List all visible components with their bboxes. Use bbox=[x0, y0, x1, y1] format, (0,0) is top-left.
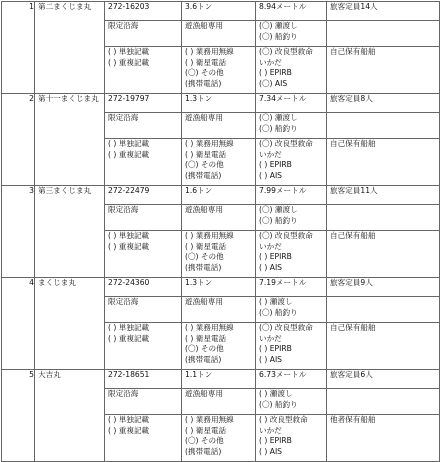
passenger-capacity: 旅客定員14人 bbox=[327, 2, 440, 21]
safety-item: ( ) EPIRB bbox=[259, 68, 292, 78]
communication-item: ( ) 衛星電話 bbox=[185, 241, 227, 251]
safety-item: いかだ bbox=[259, 425, 282, 435]
vessel-use: 遊漁船専用 bbox=[182, 113, 256, 139]
communication-equipment bbox=[182, 139, 256, 186]
registration-number: 272-22479 bbox=[105, 186, 182, 205]
vessel-length: 7.19メートル bbox=[256, 278, 327, 297]
vessel-use: 遊漁船専用 bbox=[182, 389, 256, 415]
vessel-number: 5 bbox=[2, 370, 35, 462]
communication-item: (〇) その他 bbox=[185, 68, 224, 78]
fishing-type-item: (〇) 船釣り bbox=[259, 307, 298, 317]
gross-tonnage: 1.3トン bbox=[182, 278, 256, 297]
registration-number: 272-19797 bbox=[105, 94, 182, 113]
communication-item: (〇) その他 bbox=[185, 436, 224, 446]
safety-equipment bbox=[256, 231, 327, 278]
fishing-type-item: (〇) 瀬渡し bbox=[259, 113, 298, 122]
passenger-capacity: 旅客定員11人 bbox=[327, 186, 440, 205]
fishing-type-item: (〇) 船釣り bbox=[259, 123, 298, 133]
vessel-ownership: 自己保有船舶 bbox=[327, 231, 440, 278]
vessel-ownership: 自己保有船舶 bbox=[327, 47, 440, 94]
navigation-area: 限定沿海 bbox=[105, 297, 182, 323]
vessel-row-main bbox=[2, 278, 440, 297]
safety-item: いかだ bbox=[259, 333, 282, 343]
communication-equipment bbox=[182, 231, 256, 278]
fishing-type-item: (〇) 瀬渡し bbox=[259, 205, 298, 214]
vessel-ownership: 自己保有船舶 bbox=[327, 323, 440, 370]
navigation-area: 限定沿海 bbox=[105, 113, 182, 139]
safety-item: ( ) EPIRB bbox=[259, 344, 292, 354]
blank-cell bbox=[327, 113, 440, 139]
communication-item: ( ) 衛星電話 bbox=[185, 333, 227, 343]
safety-item: ( ) 改良型救命 bbox=[259, 415, 308, 424]
communication-item: (携帯電話) bbox=[185, 354, 222, 364]
safety-item: ( ) AIS bbox=[259, 446, 283, 456]
vessel-length: 6.73メートル bbox=[256, 370, 327, 389]
vessel-row-main bbox=[2, 2, 440, 21]
fishing-type-item: (〇) 瀬渡し bbox=[259, 21, 298, 30]
vessel-table bbox=[1, 1, 440, 462]
communication-item: (〇) その他 bbox=[185, 344, 224, 354]
record-type bbox=[105, 323, 182, 370]
blank-cell bbox=[327, 389, 440, 415]
safety-item: いかだ bbox=[259, 149, 282, 159]
vessel-number: 1 bbox=[2, 2, 35, 94]
vessel-number: 3 bbox=[2, 186, 35, 278]
safety-item: ( ) EPIRB bbox=[259, 252, 292, 262]
safety-equipment bbox=[256, 139, 327, 186]
vessel-number: 4 bbox=[2, 278, 35, 370]
communication-equipment bbox=[182, 47, 256, 94]
record-type-item: ( ) 重複記載 bbox=[108, 241, 150, 251]
safety-item: いかだ bbox=[259, 57, 282, 67]
vessel-use: 遊漁船専用 bbox=[182, 297, 256, 323]
vessel-length: 7.99メートル bbox=[256, 186, 327, 205]
safety-item: ( ) EPIRB bbox=[259, 160, 292, 170]
safety-equipment bbox=[256, 415, 327, 462]
communication-item: ( ) 業務用無線 bbox=[185, 231, 234, 240]
record-type bbox=[105, 415, 182, 462]
safety-item: いかだ bbox=[259, 241, 282, 251]
vessel-ownership: 自己保有船舶 bbox=[327, 139, 440, 186]
communication-equipment bbox=[182, 323, 256, 370]
vessel-number: 2 bbox=[2, 94, 35, 186]
record-type-item: ( ) 重複記載 bbox=[108, 57, 150, 67]
fishing-type-item: (〇) 船釣り bbox=[259, 215, 298, 225]
safety-item: ( ) AIS bbox=[259, 354, 283, 364]
vessel-ownership: 他者保有船舶 bbox=[327, 415, 440, 462]
fishing-type-item: ( ) 瀬渡し bbox=[259, 389, 293, 398]
safety-item: (〇) 改良型救命 bbox=[259, 323, 313, 332]
vessel-row-main bbox=[2, 186, 440, 205]
passenger-capacity: 旅客定員8人 bbox=[327, 94, 440, 113]
record-type-item: ( ) 重複記載 bbox=[108, 425, 150, 435]
record-type bbox=[105, 47, 182, 94]
registration-number: 272-18651 bbox=[105, 370, 182, 389]
safety-item: (〇) AIS bbox=[259, 78, 288, 88]
record-type bbox=[105, 231, 182, 278]
safety-item: (〇) 改良型救命 bbox=[259, 139, 313, 148]
passenger-capacity: 旅客定員9人 bbox=[327, 278, 440, 297]
fishing-type-item: ( ) 瀬渡し bbox=[259, 297, 293, 306]
gross-tonnage: 3.6トン bbox=[182, 2, 256, 21]
safety-item: (〇) 改良型救命 bbox=[259, 231, 313, 240]
safety-equipment bbox=[256, 323, 327, 370]
navigation-area: 限定沿海 bbox=[105, 205, 182, 231]
blank-cell bbox=[327, 21, 440, 47]
vessel-length: 8.94メートル bbox=[256, 2, 327, 21]
record-type-item: ( ) 重複記載 bbox=[108, 333, 150, 343]
vessel-row-main bbox=[2, 370, 440, 389]
vessel-use: 遊漁船専用 bbox=[182, 205, 256, 231]
communication-item: ( ) 業務用無線 bbox=[185, 47, 234, 56]
communication-item: (携帯電話) bbox=[185, 446, 222, 456]
record-type-item: ( ) 重複記載 bbox=[108, 149, 150, 159]
vessel-name: まくじま丸 bbox=[35, 278, 105, 370]
vessel-register bbox=[0, 1, 440, 462]
communication-item: ( ) 業務用無線 bbox=[185, 323, 234, 332]
record-type-item: ( ) 単独記載 bbox=[108, 415, 150, 424]
registration-number: 272-16203 bbox=[105, 2, 182, 21]
record-type-item: ( ) 単独記載 bbox=[108, 47, 150, 56]
communication-item: (携帯電話) bbox=[185, 262, 222, 272]
fishing-type-item: (〇) 船釣り bbox=[259, 31, 298, 41]
fishing-type bbox=[256, 389, 327, 415]
fishing-type-item: (〇) 船釣り bbox=[259, 399, 298, 409]
vessel-row-main bbox=[2, 94, 440, 113]
vessel-use: 遊漁船専用 bbox=[182, 21, 256, 47]
gross-tonnage: 1.3トン bbox=[182, 94, 256, 113]
fishing-type bbox=[256, 113, 327, 139]
vessel-name: 第十一まくじま丸 bbox=[35, 94, 105, 186]
communication-item: (〇) その他 bbox=[185, 160, 224, 170]
blank-cell bbox=[327, 205, 440, 231]
communication-item: (携帯電話) bbox=[185, 78, 222, 88]
vessel-name: 第三まくじま丸 bbox=[35, 186, 105, 278]
fishing-type bbox=[256, 297, 327, 323]
safety-item: ( ) EPIRB bbox=[259, 436, 292, 446]
vessel-name: 大吉丸 bbox=[35, 370, 105, 462]
blank-cell bbox=[327, 297, 440, 323]
record-type-item: ( ) 単独記載 bbox=[108, 323, 150, 332]
communication-item: ( ) 衛星電話 bbox=[185, 57, 227, 67]
record-type-item: ( ) 単独記載 bbox=[108, 231, 150, 240]
navigation-area: 限定沿海 bbox=[105, 389, 182, 415]
safety-equipment bbox=[256, 47, 327, 94]
record-type-item: ( ) 単独記載 bbox=[108, 139, 150, 148]
safety-item: (〇) 改良型救命 bbox=[259, 47, 313, 56]
fishing-type bbox=[256, 21, 327, 47]
communication-item: (〇) その他 bbox=[185, 252, 224, 262]
record-type bbox=[105, 139, 182, 186]
registration-number: 272-24360 bbox=[105, 278, 182, 297]
navigation-area: 限定沿海 bbox=[105, 21, 182, 47]
gross-tonnage: 1.1トン bbox=[182, 370, 256, 389]
safety-item: ( ) AIS bbox=[259, 170, 283, 180]
gross-tonnage: 1.6トン bbox=[182, 186, 256, 205]
communication-item: ( ) 衛星電話 bbox=[185, 425, 227, 435]
fishing-type bbox=[256, 205, 327, 231]
communication-item: (携帯電話) bbox=[185, 170, 222, 180]
vessel-length: 7.34メートル bbox=[256, 94, 327, 113]
communication-item: ( ) 業務用無線 bbox=[185, 415, 234, 424]
passenger-capacity: 旅客定員6人 bbox=[327, 370, 440, 389]
safety-item: ( ) AIS bbox=[259, 262, 283, 272]
vessel-table-body bbox=[2, 2, 440, 462]
vessel-name: 第二まくじま丸 bbox=[35, 2, 105, 94]
communication-item: ( ) 衛星電話 bbox=[185, 149, 227, 159]
communication-item: ( ) 業務用無線 bbox=[185, 139, 234, 148]
communication-equipment bbox=[182, 415, 256, 462]
